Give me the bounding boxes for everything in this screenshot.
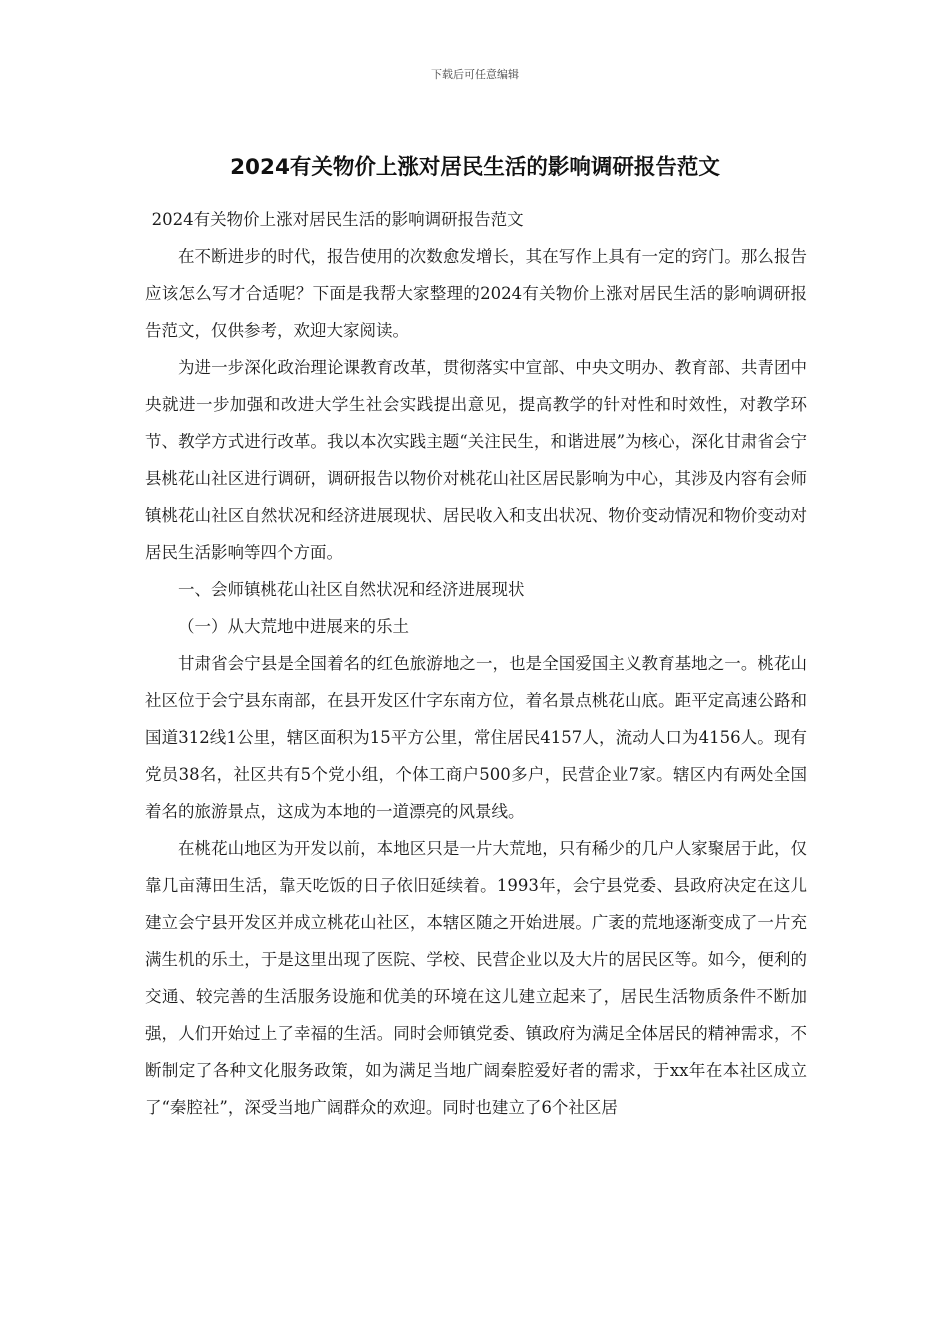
subtitle-line: 2024有关物价上涨对居民生活的影响调研报告范文 xyxy=(151,210,524,229)
header-note: 下载后可任意编辑 xyxy=(431,68,519,81)
body-paragraph: 在桃花山地区为开发以前，本地区只是一片大荒地，只有稀少的几户人家聚居于此，仅靠几亩薄田生活，靠天吃饭的日子依旧延续着。1993年，会宁县党委、县政府决定在这儿建立会宁县开发区并成立桃花山社区，本辖区随之开始进展。广袤的荒地逐渐变成了一片充满生机的乐土，于是这里出现了医院、学校、民营企业以及大片的居民区等。如今，便利的交通、较完善的生活服务设施和优美的环境在这儿建立起来了，居民生活物质条件不断加强，人们开始过上了幸福的生活。同时会师镇党委、镇政府为满足全体居民的精神需求，不断制定了各种文化服务政策，如为满足当地广阔秦腔爱好者的需求，于xx年在本社区成立了“秦腔社”，深受当地广阔群众的欢迎。同时也建立了6个社区居 xyxy=(145,839,807,1117)
document-title: 2024有关物价上涨对居民生活的影响调研报告范文 xyxy=(230,155,720,180)
document-body xyxy=(145,201,807,1126)
section-heading: 一、会师镇桃花山社区自然状况和经济进展现状 xyxy=(178,580,525,599)
body-paragraph: 甘肃省会宁县是全国着名的红色旅游地之一，也是全国爱国主义教育基地之一。桃花山社区位于会宁县东南部，在县开发区什字东南方位，着名景点桃花山底。距平定高速公路和国道312线1公里，辖区面积为15平方公里，常住居民4157人，流动人口为4156人。现有党员38名，社区共有5个党小组，个体工商户500多户，民营企业7家。辖区内有两处全国着名的旅游景点，这成为本地的一道漂亮的风景线。 xyxy=(145,654,807,821)
subsection-heading: （一）从大荒地中进展来的乐土 xyxy=(178,617,409,636)
background-paragraph: 为进一步深化政治理论课教育改革，贯彻落实中宣部、中央文明办、教育部、共青团中央就进一步加强和改进大学生社会实践提出意见，提高教学的针对性和时效性，对教学环节、教学方式进行改革。我以本次实践主题“关注民生，和谐进展”为核心，深化甘肃省会宁县桃花山社区进行调研，调研报告以物价对桃花山社区居民影响为中心，其涉及内容有会师镇桃花山社区自然状况和经济进展现状、居民收入和支出状况、物价变动情况和物价变动对居民生活影响等四个方面。 xyxy=(145,358,807,562)
intro-paragraph: 在不断进步的时代，报告使用的次数愈发增长，其在写作上具有一定的窍门。那么报告应该怎么写才合适呢？下面是我帮大家整理的2024有关物价上涨对居民生活的影响调研报告范文，仅供参考，欢迎大家阅读。 xyxy=(145,247,807,340)
